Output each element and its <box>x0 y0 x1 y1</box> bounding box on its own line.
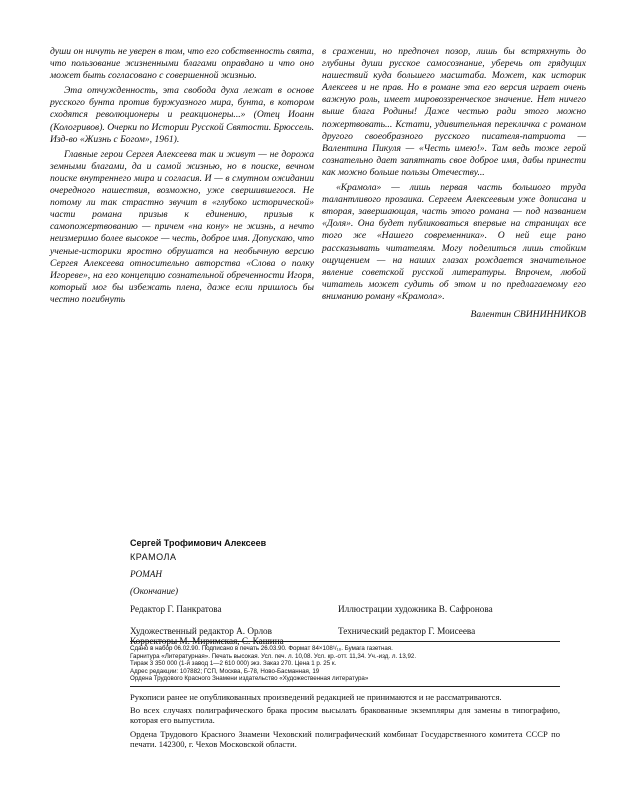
publisher-notes <box>130 692 560 749</box>
book-title: КРАМОЛА <box>130 552 177 562</box>
tech-editor-credit: Технический редактор Г. Моисеева <box>338 626 476 636</box>
book-genre: РОМАН <box>130 569 163 579</box>
art-editor-credit: Художественный редактор А. Орлов <box>130 626 272 636</box>
details-line: Гарнитура «Литературная». Печать высокая. Усл. печ. л. 10,08. Усл. кр.-отт. 11,34. Уч.-изд. л. 13,92. <box>130 652 417 660</box>
illustrator-credit: Иллюстрации художника В. Сафронова <box>338 604 493 614</box>
book-author: Сергей Трофимович Алексеев <box>130 538 267 548</box>
imprint-block <box>130 538 560 646</box>
note-paragraph: Рукописи ранее не опубликованных произведений редакцией не принимаются и не рассматриваются. <box>130 692 502 702</box>
divider-line <box>130 686 560 687</box>
article-paragraph: в сражении, но предпочел позор, лишь бы встряхнуть до глубины души русское самосознание, уберечь от грядущих нашествий куда большего масштаба. Может, как историк Алексеев и не прав. Но в романе эта его версия играет очень важную роль, имеет мировоззренческое значение. Нет ничего выше блага Родины! Даже честью ради этого можно пожертвовать... Кстати, удивительная перекличка с романом другого своеобразного русского писателя-патриота — Валентина Пикуля — «Честь имею!». Там ведь тоже герой сознательно дает запятнать свое доброе имя, дабы принести как можно больше пользы Отечеству... <box>322 46 586 178</box>
book-part: (Окончание) <box>130 586 179 596</box>
proofreaders-credit: Корректоры М. Миримская, С. Кашина <box>130 636 284 646</box>
article-right-column <box>322 46 586 321</box>
editor-row <box>130 604 560 614</box>
article-paragraph: Главные герои Сергея Алексеева так и живут — не дорожа земными благами, да и самой жизнью, но в поиске, вечном поиске внутреннего мира и согласия. И — в смутном ожидании очередного нашествия, возможно, уже свершившегося. Не потому ли так страстно звучит в «глубоко исторической» части романа призыв к единению, призыв к самопожертвованию — причем «на кону» не жизнь, а нечто неизмеримо более высокое — честь, доброе имя. Допускаю, что ученые-историки яростно обрушатся на необычную версию Сергея Алексеева относительно авторства «Слова о полку Игореве», на его концепцию сознательной обреченности Игоря, который мог бы избежать плена, даже если пришлось бы честно погибнуть <box>50 148 314 305</box>
staff-credits <box>130 626 560 646</box>
editor-credit: Редактор Г. Панкратова <box>130 604 222 614</box>
details-line: Сдано в набор 06.02.90. Подписано в печать 26.03.90. Формат 84×108¹/₁₆. Бумага газетная. <box>130 645 393 652</box>
note-paragraph: Ордена Трудового Красного Знамени Чеховский полиграфический комбинат Государственного комитета СССР по печати. 142300, г. Чехов Московской области. <box>130 728 560 749</box>
article-paragraph: «Крамола» — лишь первая часть большого труда талантливого прозаика. Сергеем Алексеевым уже дописана и вторая, завершающая, часть этого романа — под названием «Доля». Она будет публиковаться впервые на страницах все того же «Нашего современника». О ней еще рано рассказывать читателям. Могу поделиться лишь стойким ощущением — на наших глазах рождается значительное явление советской русской литературы. Впрочем, любой читатель может судить об этом и по предлагаемому его вниманию роману «Крамола». <box>322 182 586 302</box>
article-signature: Валентин СВИНИННИКОВ <box>470 308 586 320</box>
details-line: Тираж 3 350 000 (1-й завод 1—2 610 000) экз. Заказ 270. Цена 1 р. 25 к. <box>130 660 337 667</box>
details-line: Ордена Трудового Красного Знамени издательство «Художественная литература» <box>130 675 369 682</box>
article-left-column <box>50 46 314 306</box>
note-paragraph: Во всех случаях полиграфического брака просим высылать бракованные экземпляры для замены в типографию, которая его выпустила. <box>130 705 560 726</box>
divider-line <box>130 641 560 642</box>
article-paragraph: души он ничуть не уверен в том, что его собственность свята, что пользование жизненными благами оправдано и что оно может быть согласовано с совершенной жизнью. <box>50 46 314 82</box>
article-paragraph: Эта отчужденность, эта свобода духа лежат в основе русского бунта против буржуазного мира, бунта, в котором сходятся революционеры и реакционеры...» (Отец Иоанн (Кологривов). Очерки по Истории Русской Святости. Брюссель. Изд-во «Жизнь с Богом», 1961). <box>50 85 314 145</box>
details-line: Адрес редакции: 107882; ГСП, Москва, Б-78, Ново-Басманная, 19 <box>130 667 320 675</box>
printing-details <box>130 645 560 683</box>
